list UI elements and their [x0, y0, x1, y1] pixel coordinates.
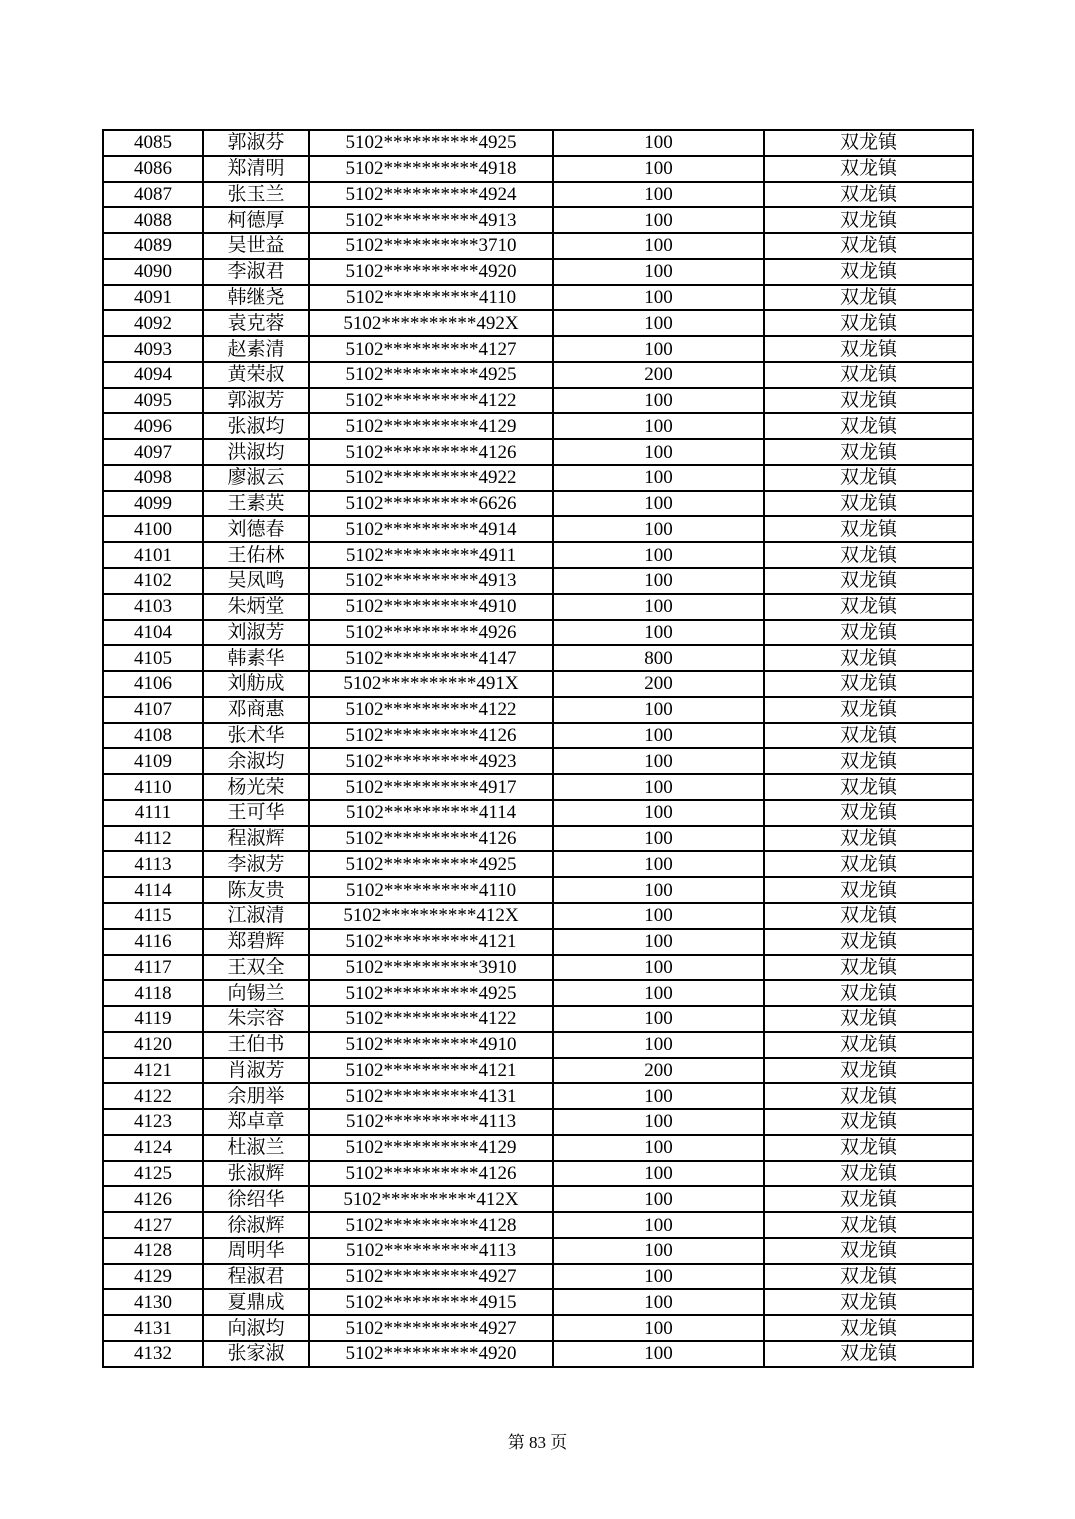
cell-amount: 100 [553, 130, 764, 156]
cell-name: 洪淑均 [203, 439, 309, 465]
cell-serial-number: 4105 [103, 645, 203, 671]
table-row [103, 310, 973, 336]
cell-id-number-masked: 5102**********4121 [309, 1058, 553, 1084]
cell-name: 程淑君 [203, 1264, 309, 1290]
cell-serial-number: 4085 [103, 130, 203, 156]
cell-id-number-masked: 5102**********4925 [309, 130, 553, 156]
cell-id-number-masked: 5102**********4127 [309, 336, 553, 362]
cell-amount: 100 [553, 182, 764, 208]
cell-id-number-masked: 5102**********4129 [309, 1135, 553, 1161]
cell-name: 肖淑芳 [203, 1058, 309, 1084]
cell-id-number-masked: 5102**********4131 [309, 1083, 553, 1109]
cell-amount: 100 [553, 1109, 764, 1135]
cell-name: 向锡兰 [203, 980, 309, 1006]
cell-id-number-masked: 5102**********4126 [309, 723, 553, 749]
cell-town: 双龙镇 [764, 723, 973, 749]
cell-amount: 100 [553, 413, 764, 439]
cell-id-number-masked: 5102**********3910 [309, 955, 553, 981]
cell-town: 双龙镇 [764, 207, 973, 233]
cell-town: 双龙镇 [764, 568, 973, 594]
table-row [103, 980, 973, 1006]
table-row [103, 182, 973, 208]
cell-name: 张术华 [203, 723, 309, 749]
cell-town: 双龙镇 [764, 697, 973, 723]
cell-name: 程淑辉 [203, 826, 309, 852]
cell-name: 余淑均 [203, 748, 309, 774]
cell-name: 朱宗容 [203, 1006, 309, 1032]
cell-name: 李淑芳 [203, 851, 309, 877]
cell-name: 周明华 [203, 1238, 309, 1264]
cell-id-number-masked: 5102**********4147 [309, 645, 553, 671]
table-row [103, 1083, 973, 1109]
cell-id-number-masked: 5102**********4910 [309, 594, 553, 620]
cell-town: 双龙镇 [764, 259, 973, 285]
cell-town: 双龙镇 [764, 671, 973, 697]
cell-amount: 200 [553, 362, 764, 388]
cell-name: 赵素清 [203, 336, 309, 362]
cell-amount: 100 [553, 1135, 764, 1161]
cell-town: 双龙镇 [764, 1032, 973, 1058]
cell-name: 张淑辉 [203, 1161, 309, 1187]
cell-amount: 100 [553, 207, 764, 233]
table-row [103, 285, 973, 311]
cell-serial-number: 4122 [103, 1083, 203, 1109]
cell-amount: 100 [553, 491, 764, 517]
table-row [103, 156, 973, 182]
cell-serial-number: 4118 [103, 980, 203, 1006]
cell-amount: 100 [553, 568, 764, 594]
cell-serial-number: 4128 [103, 1238, 203, 1264]
cell-serial-number: 4090 [103, 259, 203, 285]
cell-name: 郭淑芳 [203, 388, 309, 414]
table-row [103, 645, 973, 671]
cell-amount: 100 [553, 697, 764, 723]
cell-id-number-masked: 5102**********4911 [309, 542, 553, 568]
cell-town: 双龙镇 [764, 439, 973, 465]
cell-id-number-masked: 5102**********491X [309, 671, 553, 697]
cell-town: 双龙镇 [764, 1058, 973, 1084]
cell-id-number-masked: 5102**********4128 [309, 1212, 553, 1238]
cell-town: 双龙镇 [764, 233, 973, 259]
cell-serial-number: 4110 [103, 774, 203, 800]
cell-name: 袁克蓉 [203, 310, 309, 336]
cell-amount: 100 [553, 800, 764, 826]
cell-amount: 100 [553, 310, 764, 336]
cell-town: 双龙镇 [764, 774, 973, 800]
cell-serial-number: 4108 [103, 723, 203, 749]
cell-id-number-masked: 5102**********4920 [309, 1341, 553, 1367]
cell-id-number-masked: 5102**********4925 [309, 980, 553, 1006]
cell-town: 双龙镇 [764, 1341, 973, 1367]
cell-amount: 800 [553, 645, 764, 671]
table-row [103, 697, 973, 723]
cell-serial-number: 4097 [103, 439, 203, 465]
cell-id-number-masked: 5102**********412X [309, 903, 553, 929]
cell-town: 双龙镇 [764, 362, 973, 388]
page-footer [0, 1428, 1075, 1453]
cell-name: 柯德厚 [203, 207, 309, 233]
cell-town: 双龙镇 [764, 156, 973, 182]
table-row [103, 542, 973, 568]
cell-amount: 100 [553, 439, 764, 465]
cell-serial-number: 4093 [103, 336, 203, 362]
cell-name: 刘舫成 [203, 671, 309, 697]
cell-name: 韩继尧 [203, 285, 309, 311]
table-row [103, 800, 973, 826]
cell-id-number-masked: 5102**********4110 [309, 877, 553, 903]
table-row [103, 594, 973, 620]
cell-id-number-masked: 5102**********4113 [309, 1109, 553, 1135]
cell-town: 双龙镇 [764, 903, 973, 929]
table-row [103, 903, 973, 929]
cell-serial-number: 4121 [103, 1058, 203, 1084]
cell-amount: 100 [553, 903, 764, 929]
cell-serial-number: 4102 [103, 568, 203, 594]
cell-id-number-masked: 5102**********4122 [309, 697, 553, 723]
table-row [103, 207, 973, 233]
cell-serial-number: 4113 [103, 851, 203, 877]
cell-serial-number: 4130 [103, 1289, 203, 1315]
cell-name: 张淑均 [203, 413, 309, 439]
cell-town: 双龙镇 [764, 955, 973, 981]
table-row [103, 1289, 973, 1315]
cell-name: 郭淑芬 [203, 130, 309, 156]
cell-name: 陈友贵 [203, 877, 309, 903]
cell-town: 双龙镇 [764, 826, 973, 852]
cell-id-number-masked: 5102**********4126 [309, 439, 553, 465]
table-row [103, 1058, 973, 1084]
table-row [103, 1109, 973, 1135]
payment-roster-table [102, 129, 974, 1368]
cell-town: 双龙镇 [764, 516, 973, 542]
cell-serial-number: 4096 [103, 413, 203, 439]
cell-id-number-masked: 5102**********4122 [309, 1006, 553, 1032]
cell-serial-number: 4091 [103, 285, 203, 311]
cell-amount: 100 [553, 1161, 764, 1187]
table-row [103, 955, 973, 981]
cell-amount: 100 [553, 259, 764, 285]
cell-serial-number: 4103 [103, 594, 203, 620]
cell-serial-number: 4106 [103, 671, 203, 697]
cell-amount: 100 [553, 851, 764, 877]
cell-id-number-masked: 5102**********4121 [309, 929, 553, 955]
cell-name: 郑清明 [203, 156, 309, 182]
cell-serial-number: 4124 [103, 1135, 203, 1161]
cell-serial-number: 4127 [103, 1212, 203, 1238]
cell-town: 双龙镇 [764, 1135, 973, 1161]
table-row [103, 1135, 973, 1161]
cell-serial-number: 4111 [103, 800, 203, 826]
table-row [103, 1264, 973, 1290]
cell-amount: 100 [553, 980, 764, 1006]
cell-town: 双龙镇 [764, 413, 973, 439]
cell-name: 吴凤鸣 [203, 568, 309, 594]
table-row [103, 439, 973, 465]
cell-id-number-masked: 5102**********4920 [309, 259, 553, 285]
cell-amount: 100 [553, 774, 764, 800]
cell-amount: 100 [553, 1083, 764, 1109]
cell-name: 李淑君 [203, 259, 309, 285]
cell-amount: 100 [553, 929, 764, 955]
cell-id-number-masked: 5102**********412X [309, 1186, 553, 1212]
cell-name: 余朋举 [203, 1083, 309, 1109]
cell-name: 廖淑云 [203, 465, 309, 491]
cell-id-number-masked: 5102**********4113 [309, 1238, 553, 1264]
cell-serial-number: 4092 [103, 310, 203, 336]
table-row [103, 723, 973, 749]
cell-amount: 100 [553, 826, 764, 852]
cell-id-number-masked: 5102**********4913 [309, 568, 553, 594]
cell-name: 郑碧辉 [203, 929, 309, 955]
table-row [103, 1032, 973, 1058]
cell-town: 双龙镇 [764, 1186, 973, 1212]
cell-name: 朱炳堂 [203, 594, 309, 620]
cell-serial-number: 4098 [103, 465, 203, 491]
cell-amount: 100 [553, 1264, 764, 1290]
cell-amount: 100 [553, 620, 764, 646]
cell-serial-number: 4117 [103, 955, 203, 981]
page-number-label: 第 83 页 [507, 1433, 568, 1452]
cell-serial-number: 4114 [103, 877, 203, 903]
cell-town: 双龙镇 [764, 980, 973, 1006]
table-row [103, 1006, 973, 1032]
payment-roster-rows [103, 130, 973, 1367]
cell-serial-number: 4115 [103, 903, 203, 929]
cell-name: 王伯书 [203, 1032, 309, 1058]
table-row [103, 233, 973, 259]
table-row [103, 1186, 973, 1212]
table-row [103, 929, 973, 955]
cell-name: 吴世益 [203, 233, 309, 259]
cell-amount: 100 [553, 1289, 764, 1315]
cell-amount: 100 [553, 516, 764, 542]
cell-serial-number: 4089 [103, 233, 203, 259]
cell-serial-number: 4095 [103, 388, 203, 414]
table-row [103, 1315, 973, 1341]
cell-serial-number: 4116 [103, 929, 203, 955]
cell-id-number-masked: 5102**********4927 [309, 1315, 553, 1341]
cell-name: 韩素华 [203, 645, 309, 671]
cell-id-number-masked: 5102**********4917 [309, 774, 553, 800]
table-row [103, 413, 973, 439]
cell-town: 双龙镇 [764, 748, 973, 774]
table-row [103, 748, 973, 774]
cell-serial-number: 4131 [103, 1315, 203, 1341]
cell-serial-number: 4132 [103, 1341, 203, 1367]
cell-name: 夏鼎成 [203, 1289, 309, 1315]
cell-name: 江淑清 [203, 903, 309, 929]
cell-town: 双龙镇 [764, 1006, 973, 1032]
table-row [103, 130, 973, 156]
cell-town: 双龙镇 [764, 877, 973, 903]
table-row [103, 362, 973, 388]
cell-town: 双龙镇 [764, 594, 973, 620]
cell-town: 双龙镇 [764, 620, 973, 646]
cell-serial-number: 4120 [103, 1032, 203, 1058]
cell-name: 杜淑兰 [203, 1135, 309, 1161]
table-row [103, 568, 973, 594]
table-row [103, 774, 973, 800]
cell-amount: 100 [553, 1032, 764, 1058]
cell-serial-number: 4094 [103, 362, 203, 388]
cell-town: 双龙镇 [764, 851, 973, 877]
cell-amount: 100 [553, 233, 764, 259]
cell-amount: 100 [553, 388, 764, 414]
table-row [103, 1238, 973, 1264]
cell-town: 双龙镇 [764, 130, 973, 156]
cell-id-number-masked: 5102**********4927 [309, 1264, 553, 1290]
cell-amount: 100 [553, 1212, 764, 1238]
cell-serial-number: 4109 [103, 748, 203, 774]
cell-town: 双龙镇 [764, 182, 973, 208]
cell-amount: 100 [553, 1341, 764, 1367]
cell-id-number-masked: 5102**********4918 [309, 156, 553, 182]
cell-serial-number: 4125 [103, 1161, 203, 1187]
cell-amount: 100 [553, 156, 764, 182]
cell-town: 双龙镇 [764, 929, 973, 955]
cell-name: 徐绍华 [203, 1186, 309, 1212]
cell-serial-number: 4104 [103, 620, 203, 646]
cell-serial-number: 4101 [103, 542, 203, 568]
cell-id-number-masked: 5102**********4924 [309, 182, 553, 208]
cell-amount: 200 [553, 1058, 764, 1084]
cell-name: 杨光荣 [203, 774, 309, 800]
cell-name: 王双全 [203, 955, 309, 981]
cell-id-number-masked: 5102**********4114 [309, 800, 553, 826]
table-row [103, 465, 973, 491]
cell-id-number-masked: 5102**********4129 [309, 413, 553, 439]
table-row [103, 491, 973, 517]
cell-serial-number: 4129 [103, 1264, 203, 1290]
cell-amount: 100 [553, 1186, 764, 1212]
cell-name: 刘德春 [203, 516, 309, 542]
cell-amount: 100 [553, 1238, 764, 1264]
cell-amount: 100 [553, 877, 764, 903]
cell-name: 徐淑辉 [203, 1212, 309, 1238]
cell-town: 双龙镇 [764, 542, 973, 568]
cell-name: 王可华 [203, 800, 309, 826]
table-row [103, 826, 973, 852]
table-row [103, 1161, 973, 1187]
cell-amount: 100 [553, 336, 764, 362]
cell-town: 双龙镇 [764, 336, 973, 362]
cell-id-number-masked: 5102**********492X [309, 310, 553, 336]
table-row [103, 259, 973, 285]
cell-serial-number: 4088 [103, 207, 203, 233]
table-row [103, 877, 973, 903]
table-row [103, 336, 973, 362]
cell-id-number-masked: 5102**********4122 [309, 388, 553, 414]
cell-id-number-masked: 5102**********4910 [309, 1032, 553, 1058]
cell-serial-number: 4112 [103, 826, 203, 852]
cell-id-number-masked: 5102**********4110 [309, 285, 553, 311]
cell-serial-number: 4107 [103, 697, 203, 723]
cell-id-number-masked: 5102**********4913 [309, 207, 553, 233]
table-row [103, 1212, 973, 1238]
cell-amount: 100 [553, 1006, 764, 1032]
cell-amount: 100 [553, 285, 764, 311]
cell-name: 张家淑 [203, 1341, 309, 1367]
cell-town: 双龙镇 [764, 800, 973, 826]
cell-name: 刘淑芳 [203, 620, 309, 646]
cell-amount: 100 [553, 594, 764, 620]
cell-name: 向淑均 [203, 1315, 309, 1341]
cell-amount: 100 [553, 465, 764, 491]
table-row [103, 851, 973, 877]
cell-town: 双龙镇 [764, 285, 973, 311]
cell-amount: 100 [553, 748, 764, 774]
cell-serial-number: 4086 [103, 156, 203, 182]
cell-town: 双龙镇 [764, 1238, 973, 1264]
cell-name: 王佑林 [203, 542, 309, 568]
cell-town: 双龙镇 [764, 465, 973, 491]
cell-id-number-masked: 5102**********4926 [309, 620, 553, 646]
cell-name: 黄荣叔 [203, 362, 309, 388]
cell-id-number-masked: 5102**********4925 [309, 362, 553, 388]
cell-id-number-masked: 5102**********6626 [309, 491, 553, 517]
cell-serial-number: 4123 [103, 1109, 203, 1135]
cell-id-number-masked: 5102**********4126 [309, 1161, 553, 1187]
cell-name: 张玉兰 [203, 182, 309, 208]
cell-amount: 100 [553, 723, 764, 749]
cell-serial-number: 4099 [103, 491, 203, 517]
cell-serial-number: 4087 [103, 182, 203, 208]
cell-amount: 100 [553, 542, 764, 568]
cell-amount: 100 [553, 1315, 764, 1341]
cell-name: 郑卓章 [203, 1109, 309, 1135]
cell-id-number-masked: 5102**********4922 [309, 465, 553, 491]
cell-serial-number: 4100 [103, 516, 203, 542]
cell-serial-number: 4119 [103, 1006, 203, 1032]
cell-town: 双龙镇 [764, 645, 973, 671]
cell-amount: 100 [553, 955, 764, 981]
cell-amount: 200 [553, 671, 764, 697]
cell-town: 双龙镇 [764, 310, 973, 336]
cell-town: 双龙镇 [764, 1264, 973, 1290]
cell-id-number-masked: 5102**********4925 [309, 851, 553, 877]
cell-id-number-masked: 5102**********4915 [309, 1289, 553, 1315]
cell-name: 邓商惠 [203, 697, 309, 723]
cell-town: 双龙镇 [764, 1161, 973, 1187]
cell-town: 双龙镇 [764, 1109, 973, 1135]
cell-town: 双龙镇 [764, 1212, 973, 1238]
cell-name: 王素英 [203, 491, 309, 517]
cell-town: 双龙镇 [764, 1289, 973, 1315]
cell-town: 双龙镇 [764, 1083, 973, 1109]
cell-town: 双龙镇 [764, 1315, 973, 1341]
table-row [103, 671, 973, 697]
cell-id-number-masked: 5102**********3710 [309, 233, 553, 259]
table-row [103, 1341, 973, 1367]
cell-id-number-masked: 5102**********4923 [309, 748, 553, 774]
cell-id-number-masked: 5102**********4126 [309, 826, 553, 852]
cell-id-number-masked: 5102**********4914 [309, 516, 553, 542]
cell-town: 双龙镇 [764, 388, 973, 414]
cell-serial-number: 4126 [103, 1186, 203, 1212]
table-row [103, 620, 973, 646]
table-row [103, 516, 973, 542]
table-row [103, 388, 973, 414]
cell-town: 双龙镇 [764, 491, 973, 517]
